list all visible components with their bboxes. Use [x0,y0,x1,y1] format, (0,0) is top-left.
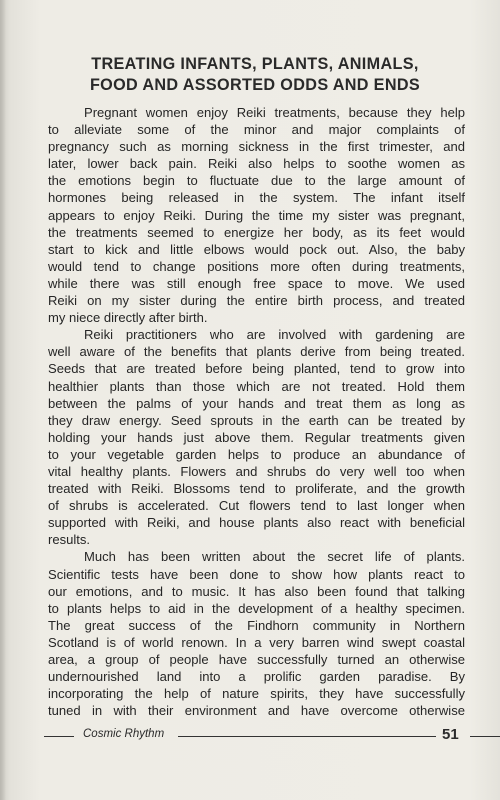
text-line: healthier plants than those which are not treated. Hold them [48,378,465,394]
page-gutter-shadow [0,0,6,800]
text-line: undernourished land into a prolific garden paradise. By [48,669,465,685]
text-line: they draw energy. Seed sprouts in the earth can be treated by [48,412,465,428]
footer-rule-middle [178,736,436,737]
journal-name: Cosmic Rhythm [83,728,165,740]
chapter-title-line-2: FOOD AND ASSORTED ODDS AND ENDS [89,76,421,94]
page-number: 51 [442,726,459,743]
text-line: Seeds that are treated before being planted, tend to grow into [48,361,465,377]
text-line: hormones being released in the system. The infant itself [48,190,465,206]
text-line: to your vegetable garden helps to produce an abundance of [48,446,465,462]
footer-rule-left [44,736,74,737]
text-line: incorporating the help of nature spirits, they have successfully [48,686,465,702]
text-line: results. [48,532,91,548]
text-line: start to kick and little elbows would pock out. Also, the baby [48,241,465,257]
text-line: area, a group of people have successfully turned an otherwise [48,652,465,667]
text-line: Much has been written about the secret life of plants. [84,549,465,565]
text-line: supported with Reiki, and house plants also react with beneficial [48,515,465,531]
text-line: the emotions begin to fluctuate due to the large amount of [48,173,465,189]
text-line: while there was still enough free space to move. We used [48,275,465,291]
text-line: Scotland is of world renown. In a very barren wind swept coastal [48,634,465,650]
text-line: Pregnant women enjoy Reiki treatments, because they help [84,105,465,120]
text-line: Reiki on my sister during the entire birth process, and treated [48,293,465,309]
chapter-title [40,54,470,96]
text-line: well aware of the benefits that plants derive from being treated. [48,344,465,360]
text-line: treated with Reiki. Blossoms tend to proliferate, and the growth [48,481,465,497]
text-line: to alleviate some of the minor and major complaints of [48,122,465,138]
text-line: between the palms of your hands and treat them as long as [48,395,465,411]
text-line: Reiki practitioners who are involved with gardening are [84,327,465,343]
body-text [48,104,465,719]
text-line: would tend to change positions more often during treatments, [48,258,465,274]
footer-rule-right [470,736,500,737]
page-footer [40,727,466,745]
text-line: pregnancy such as morning sickness in the first trimester, and [48,139,465,155]
text-line: later, lower back pain. Reiki also helps to soothe women as [48,156,465,172]
text-line: our emotions, and to music. It has also been found that talking [48,583,465,599]
text-line: vital healthy plants. Flowers and shrubs do very well too when [48,463,465,479]
text-line: appears to enjoy Reiki. During the time my sister was pregnant, [48,207,465,223]
text-line: Scientific tests have been done to show how plants react to [48,566,465,582]
text-line: The great success of the Findhorn community in Northern [48,617,465,633]
text-line: the treatments seemed to energize her body, as its feet would [48,224,465,240]
text-line: holding your hands just above them. Regular treatments given [48,429,465,445]
text-line: to plants helps to aid in the development of a healthy specimen. [48,600,465,616]
text-line: my niece directly after birth. [48,310,208,326]
text-line: tuned in with their environment and have overcome otherwise [48,703,465,719]
text-line: of shrubs is accelerated. Cut flowers tend to last longer when [48,498,465,514]
chapter-title-line-1: TREATING INFANTS, PLANTS, ANIMALS, [91,55,419,73]
